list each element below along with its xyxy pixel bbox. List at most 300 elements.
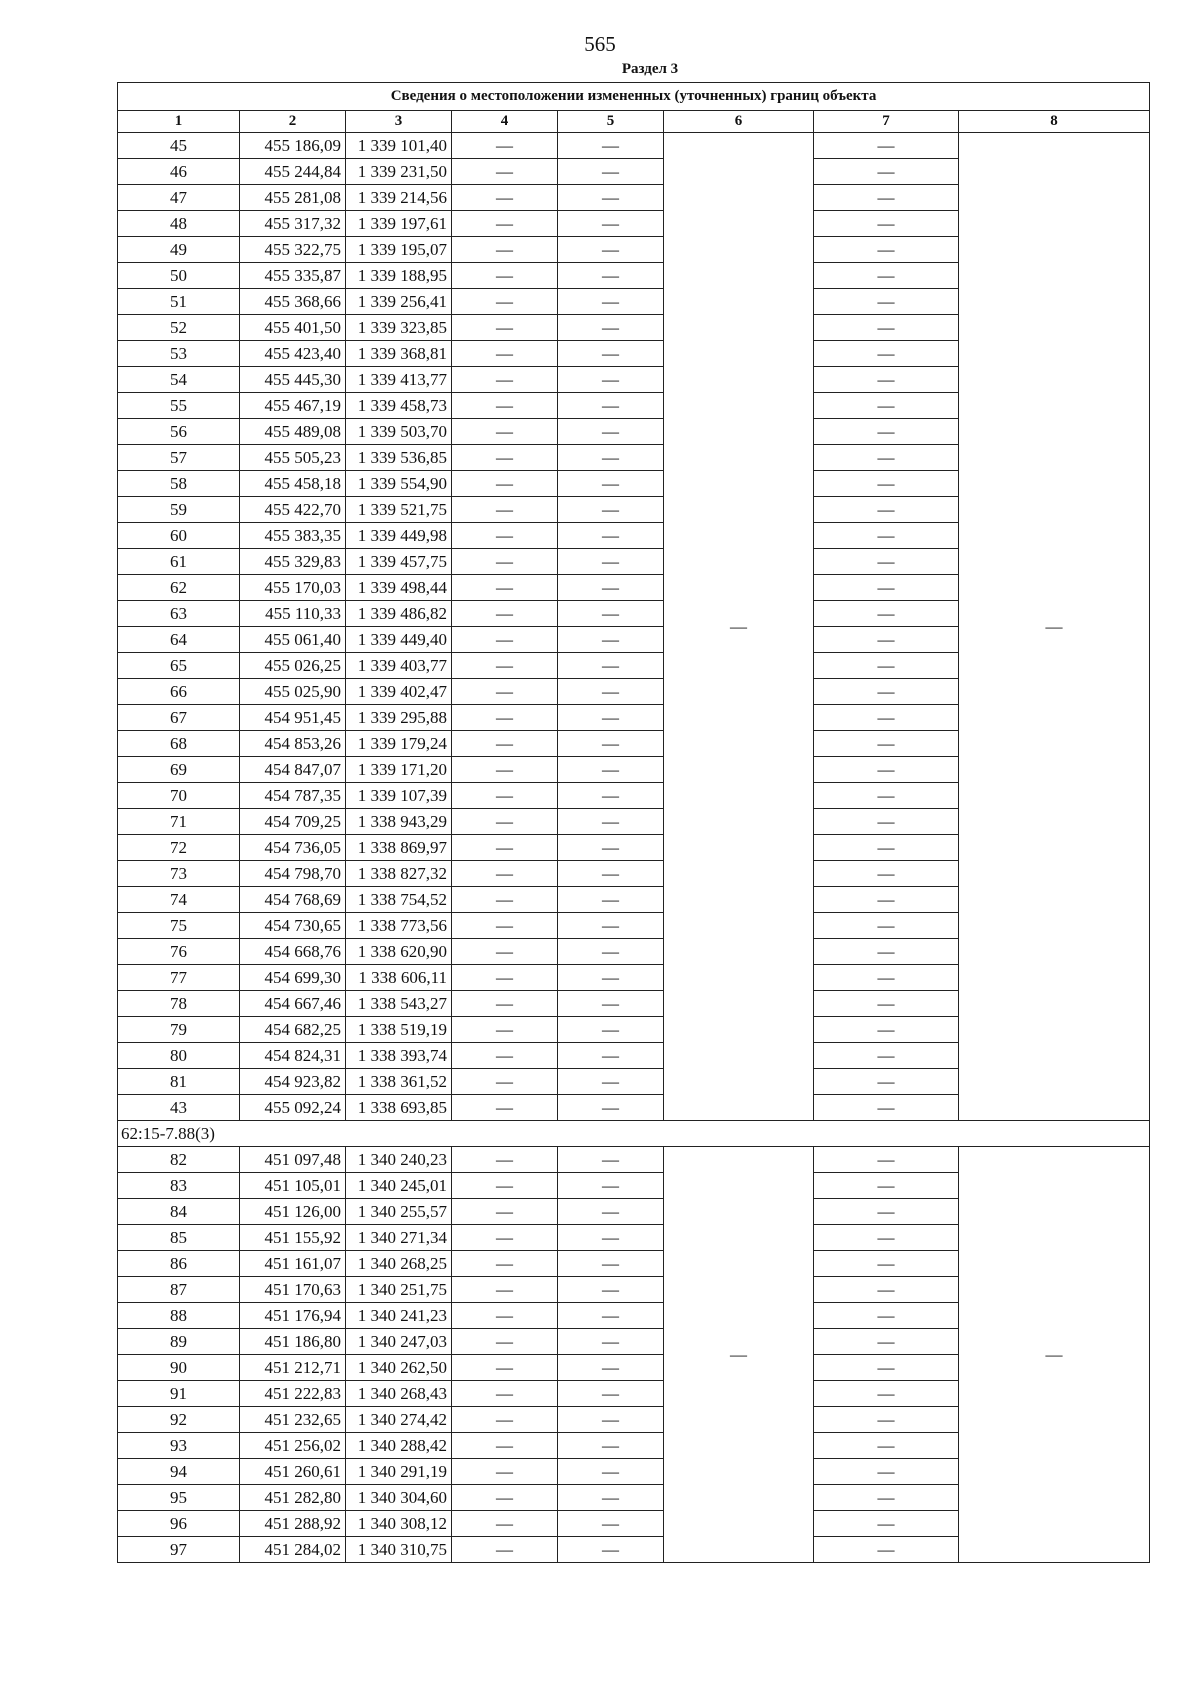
col-5-value: — [558,497,664,523]
coordinate-y: 1 338 361,52 [346,1069,452,1095]
col-7-value: — [814,757,959,783]
coordinate-y: 1 339 413,77 [346,367,452,393]
coordinate-x: 454 923,82 [240,1069,346,1095]
col-8-value: — [959,1147,1150,1563]
col-4-value: — [452,185,558,211]
point-number: 93 [118,1433,240,1459]
point-number: 81 [118,1069,240,1095]
col-4-value: — [452,1251,558,1277]
point-number: 92 [118,1407,240,1433]
col-7-value: — [814,809,959,835]
section-title: Раздел 3 [621,61,679,77]
coordinate-y: 1 340 262,50 [346,1355,452,1381]
col-7-value: — [814,133,959,159]
point-number: 69 [118,757,240,783]
col-5-value: — [558,1407,664,1433]
coordinate-x: 455 505,23 [240,445,346,471]
coordinate-x: 451 260,61 [240,1459,346,1485]
coordinate-y: 1 339 536,85 [346,445,452,471]
col-4-value: — [452,809,558,835]
col-7-value: — [814,575,959,601]
col-4-value: — [452,939,558,965]
point-number: 66 [118,679,240,705]
col-7-value: — [814,211,959,237]
col-4-value: — [452,705,558,731]
point-number: 76 [118,939,240,965]
col-5-value: — [558,393,664,419]
col-4-value: — [452,627,558,653]
col-4-value: — [452,419,558,445]
col-4-value: — [452,601,558,627]
col-5-value: — [558,315,664,341]
col-4-value: — [452,887,558,913]
col-5-value: — [558,783,664,809]
point-number: 87 [118,1277,240,1303]
coordinate-y: 1 339 554,90 [346,471,452,497]
coordinate-y: 1 339 214,56 [346,185,452,211]
point-number: 85 [118,1225,240,1251]
col-5-value: — [558,1303,664,1329]
col-7-value: — [814,991,959,1017]
col-7-value: — [814,1199,959,1225]
coordinate-x: 451 284,02 [240,1537,346,1563]
col-4-value: — [452,757,558,783]
col-7-value: — [814,1355,959,1381]
coordinate-x: 455 329,83 [240,549,346,575]
col-7-value: — [814,471,959,497]
col-7-value: — [814,263,959,289]
col-7-value: — [814,1277,959,1303]
column-header: 5 [558,111,664,133]
coordinate-y: 1 339 498,44 [346,575,452,601]
col-5-value: — [558,731,664,757]
coordinate-y: 1 340 268,25 [346,1251,452,1277]
col-5-value: — [558,1537,664,1563]
col-4-value: — [452,289,558,315]
coordinate-x: 455 335,87 [240,263,346,289]
col-4-value: — [452,861,558,887]
point-number: 61 [118,549,240,575]
coordinate-x: 454 699,30 [240,965,346,991]
coordinate-x: 455 368,66 [240,289,346,315]
table-row [118,133,1150,159]
col-4-value: — [452,731,558,757]
table-row [118,1147,1150,1173]
point-number: 65 [118,653,240,679]
coordinate-y: 1 340 255,57 [346,1199,452,1225]
coordinate-y: 1 340 240,23 [346,1147,452,1173]
col-5-value: — [558,1147,664,1173]
point-number: 80 [118,1043,240,1069]
coordinate-y: 1 340 291,19 [346,1459,452,1485]
table-header-row [118,111,1150,133]
col-7-value: — [814,939,959,965]
col-5-value: — [558,1485,664,1511]
point-number: 74 [118,887,240,913]
col-7-value: — [814,783,959,809]
col-4-value: — [452,783,558,809]
point-number: 86 [118,1251,240,1277]
col-4-value: — [452,133,558,159]
col-4-value: — [452,1511,558,1537]
col-5-value: — [558,471,664,497]
col-7-value: — [814,653,959,679]
coordinate-y: 1 340 271,34 [346,1225,452,1251]
col-5-value: — [558,1199,664,1225]
coordinate-y: 1 339 231,50 [346,159,452,185]
coordinate-x: 454 824,31 [240,1043,346,1069]
coordinate-y: 1 339 188,95 [346,263,452,289]
coordinate-y: 1 339 458,73 [346,393,452,419]
point-number: 47 [118,185,240,211]
coordinate-y: 1 338 827,32 [346,861,452,887]
col-4-value: — [452,1017,558,1043]
coordinate-x: 454 730,65 [240,913,346,939]
col-7-value: — [814,1433,959,1459]
coordinate-y: 1 339 107,39 [346,783,452,809]
coordinate-x: 451 288,92 [240,1511,346,1537]
coordinate-y: 1 339 323,85 [346,315,452,341]
coordinate-y: 1 339 486,82 [346,601,452,627]
col-4-value: — [452,653,558,679]
col-5-value: — [558,1095,664,1121]
coordinate-x: 455 423,40 [240,341,346,367]
coordinate-y: 1 339 368,81 [346,341,452,367]
col-7-value: — [814,419,959,445]
point-number: 88 [118,1303,240,1329]
col-7-value: — [814,1407,959,1433]
point-number: 84 [118,1199,240,1225]
col-7-value: — [814,601,959,627]
coordinate-x: 454 667,46 [240,991,346,1017]
col-7-value: — [814,159,959,185]
coordinate-y: 1 339 256,41 [346,289,452,315]
col-4-value: — [452,211,558,237]
col-4-value: — [452,1381,558,1407]
coordinate-x: 455 025,90 [240,679,346,705]
col-5-value: — [558,1511,664,1537]
col-5-value: — [558,1069,664,1095]
col-7-value: — [814,185,959,211]
boundary-coordinates-table [117,82,1150,1563]
column-header: 1 [118,111,240,133]
coordinate-x: 454 798,70 [240,861,346,887]
col-7-value: — [814,523,959,549]
coordinate-x: 454 736,05 [240,835,346,861]
col-4-value: — [452,471,558,497]
coordinate-y: 1 338 543,27 [346,991,452,1017]
col-4-value: — [452,237,558,263]
coordinate-y: 1 339 295,88 [346,705,452,731]
point-number: 48 [118,211,240,237]
col-4-value: — [452,835,558,861]
col-7-value: — [814,1069,959,1095]
col-4-value: — [452,1537,558,1563]
col-5-value: — [558,289,664,315]
col-5-value: — [558,445,664,471]
col-4-value: — [452,679,558,705]
col-5-value: — [558,653,664,679]
point-number: 72 [118,835,240,861]
col-5-value: — [558,601,664,627]
coordinate-y: 1 340 310,75 [346,1537,452,1563]
col-4-value: — [452,1225,558,1251]
coordinate-x: 455 322,75 [240,237,346,263]
col-7-value: — [814,1095,959,1121]
point-number: 89 [118,1329,240,1355]
point-number: 94 [118,1459,240,1485]
point-number: 55 [118,393,240,419]
col-4-value: — [452,341,558,367]
point-number: 58 [118,471,240,497]
col-7-value: — [814,341,959,367]
col-4-value: — [452,549,558,575]
point-number: 49 [118,237,240,263]
col-7-value: — [814,1381,959,1407]
col-7-value: — [814,1017,959,1043]
col-7-value: — [814,367,959,393]
col-5-value: — [558,887,664,913]
group-label-row [118,1121,1150,1147]
coordinate-x: 455 244,84 [240,159,346,185]
coordinate-x: 454 787,35 [240,783,346,809]
coordinate-y: 1 339 457,75 [346,549,452,575]
col-5-value: — [558,679,664,705]
point-number: 57 [118,445,240,471]
coordinate-x: 451 161,07 [240,1251,346,1277]
coordinate-x: 455 026,25 [240,653,346,679]
col-4-value: — [452,965,558,991]
point-number: 67 [118,705,240,731]
coordinate-y: 1 338 693,85 [346,1095,452,1121]
point-number: 51 [118,289,240,315]
column-header: 2 [240,111,346,133]
coordinate-y: 1 340 247,03 [346,1329,452,1355]
col-7-value: — [814,1537,959,1563]
point-number: 71 [118,809,240,835]
coordinate-y: 1 339 197,61 [346,211,452,237]
coordinate-y: 1 340 304,60 [346,1485,452,1511]
col-7-value: — [814,835,959,861]
col-7-value: — [814,1511,959,1537]
coordinate-y: 1 340 241,23 [346,1303,452,1329]
point-number: 50 [118,263,240,289]
coordinate-x: 454 853,26 [240,731,346,757]
col-4-value: — [452,991,558,1017]
coordinate-y: 1 340 288,42 [346,1433,452,1459]
col-4-value: — [452,1407,558,1433]
coordinate-y: 1 338 754,52 [346,887,452,913]
col-7-value: — [814,1225,959,1251]
col-4-value: — [452,1355,558,1381]
col-4-value: — [452,263,558,289]
col-4-value: — [452,497,558,523]
col-4-value: — [452,523,558,549]
point-number: 54 [118,367,240,393]
coordinate-x: 455 467,19 [240,393,346,419]
point-number: 70 [118,783,240,809]
col-4-value: — [452,575,558,601]
col-5-value: — [558,913,664,939]
col-4-value: — [452,913,558,939]
coordinate-x: 451 186,80 [240,1329,346,1355]
coordinate-x: 455 458,18 [240,471,346,497]
coordinate-x: 454 668,76 [240,939,346,965]
coordinate-y: 1 340 245,01 [346,1173,452,1199]
col-7-value: — [814,289,959,315]
col-7-value: — [814,237,959,263]
point-number: 82 [118,1147,240,1173]
point-number: 60 [118,523,240,549]
col-5-value: — [558,1433,664,1459]
col-7-value: — [814,861,959,887]
col-7-value: — [814,393,959,419]
coordinate-x: 451 282,80 [240,1485,346,1511]
col-8-value: — [959,133,1150,1121]
coordinate-x: 455 489,08 [240,419,346,445]
table-body [118,83,1150,1563]
col-5-value: — [558,939,664,965]
col-4-value: — [452,1173,558,1199]
coordinate-x: 451 097,48 [240,1147,346,1173]
col-7-value: — [814,1043,959,1069]
coordinate-x: 451 170,63 [240,1277,346,1303]
point-number: 46 [118,159,240,185]
coordinate-x: 454 768,69 [240,887,346,913]
col-4-value: — [452,1095,558,1121]
col-7-value: — [814,1459,959,1485]
col-4-value: — [452,1459,558,1485]
col-5-value: — [558,1381,664,1407]
coordinate-x: 454 951,45 [240,705,346,731]
col-5-value: — [558,1459,664,1485]
col-4-value: — [452,1485,558,1511]
coordinate-x: 455 186,09 [240,133,346,159]
col-4-value: — [452,1147,558,1173]
coordinate-x: 455 422,70 [240,497,346,523]
coordinate-y: 1 339 521,75 [346,497,452,523]
col-7-value: — [814,1251,959,1277]
coordinate-y: 1 339 449,40 [346,627,452,653]
coordinate-x: 455 383,35 [240,523,346,549]
point-number: 59 [118,497,240,523]
table-title-row [118,83,1150,111]
coordinate-x: 455 092,24 [240,1095,346,1121]
col-6-value: — [664,133,814,1121]
col-5-value: — [558,367,664,393]
coordinate-y: 1 340 274,42 [346,1407,452,1433]
coordinate-x: 451 232,65 [240,1407,346,1433]
point-number: 75 [118,913,240,939]
col-5-value: — [558,1173,664,1199]
coordinate-x: 451 176,94 [240,1303,346,1329]
col-4-value: — [452,1329,558,1355]
coordinate-y: 1 339 402,47 [346,679,452,705]
coordinate-y: 1 338 869,97 [346,835,452,861]
col-7-value: — [814,705,959,731]
col-7-value: — [814,1303,959,1329]
col-7-value: — [814,731,959,757]
table-title: Сведения о местоположении измененных (уточненных) границ объекта [118,83,1150,111]
coordinate-y: 1 340 268,43 [346,1381,452,1407]
coordinate-x: 455 110,33 [240,601,346,627]
point-number: 53 [118,341,240,367]
coordinate-y: 1 339 101,40 [346,133,452,159]
col-5-value: — [558,1277,664,1303]
point-number: 43 [118,1095,240,1121]
col-7-value: — [814,627,959,653]
col-7-value: — [814,445,959,471]
col-4-value: — [452,159,558,185]
coordinate-y: 1 338 773,56 [346,913,452,939]
point-number: 78 [118,991,240,1017]
col-5-value: — [558,1355,664,1381]
col-4-value: — [452,1303,558,1329]
col-5-value: — [558,211,664,237]
col-7-value: — [814,1485,959,1511]
coordinate-y: 1 339 195,07 [346,237,452,263]
col-5-value: — [558,133,664,159]
coordinate-x: 454 847,07 [240,757,346,783]
col-5-value: — [558,159,664,185]
col-4-value: — [452,1199,558,1225]
point-number: 97 [118,1537,240,1563]
coordinate-y: 1 338 620,90 [346,939,452,965]
col-5-value: — [558,835,664,861]
col-5-value: — [558,341,664,367]
col-5-value: — [558,419,664,445]
coordinate-x: 451 212,71 [240,1355,346,1381]
col-7-value: — [814,913,959,939]
point-number: 64 [118,627,240,653]
col-5-value: — [558,1017,664,1043]
col-5-value: — [558,705,664,731]
coordinate-x: 454 682,25 [240,1017,346,1043]
col-4-value: — [452,1069,558,1095]
coordinate-x: 451 126,00 [240,1199,346,1225]
col-5-value: — [558,1043,664,1069]
col-4-value: — [452,1043,558,1069]
col-7-value: — [814,1173,959,1199]
coordinate-y: 1 338 519,19 [346,1017,452,1043]
point-number: 77 [118,965,240,991]
column-header: 3 [346,111,452,133]
coordinate-y: 1 339 449,98 [346,523,452,549]
column-header: 4 [452,111,558,133]
coordinate-y: 1 338 606,11 [346,965,452,991]
col-5-value: — [558,549,664,575]
point-number: 95 [118,1485,240,1511]
group-label: 62:15-7.88(3) [118,1121,1150,1147]
page-number: 565 [584,32,616,56]
point-number: 56 [118,419,240,445]
coordinate-x: 451 222,83 [240,1381,346,1407]
col-7-value: — [814,1329,959,1355]
point-number: 73 [118,861,240,887]
col-7-value: — [814,887,959,913]
coordinate-x: 455 061,40 [240,627,346,653]
col-7-value: — [814,497,959,523]
coordinate-y: 1 338 393,74 [346,1043,452,1069]
col-5-value: — [558,627,664,653]
point-number: 96 [118,1511,240,1537]
coordinate-y: 1 340 308,12 [346,1511,452,1537]
coordinate-x: 455 401,50 [240,315,346,341]
point-number: 83 [118,1173,240,1199]
col-7-value: — [814,549,959,575]
coordinate-x: 455 170,03 [240,575,346,601]
col-4-value: — [452,315,558,341]
